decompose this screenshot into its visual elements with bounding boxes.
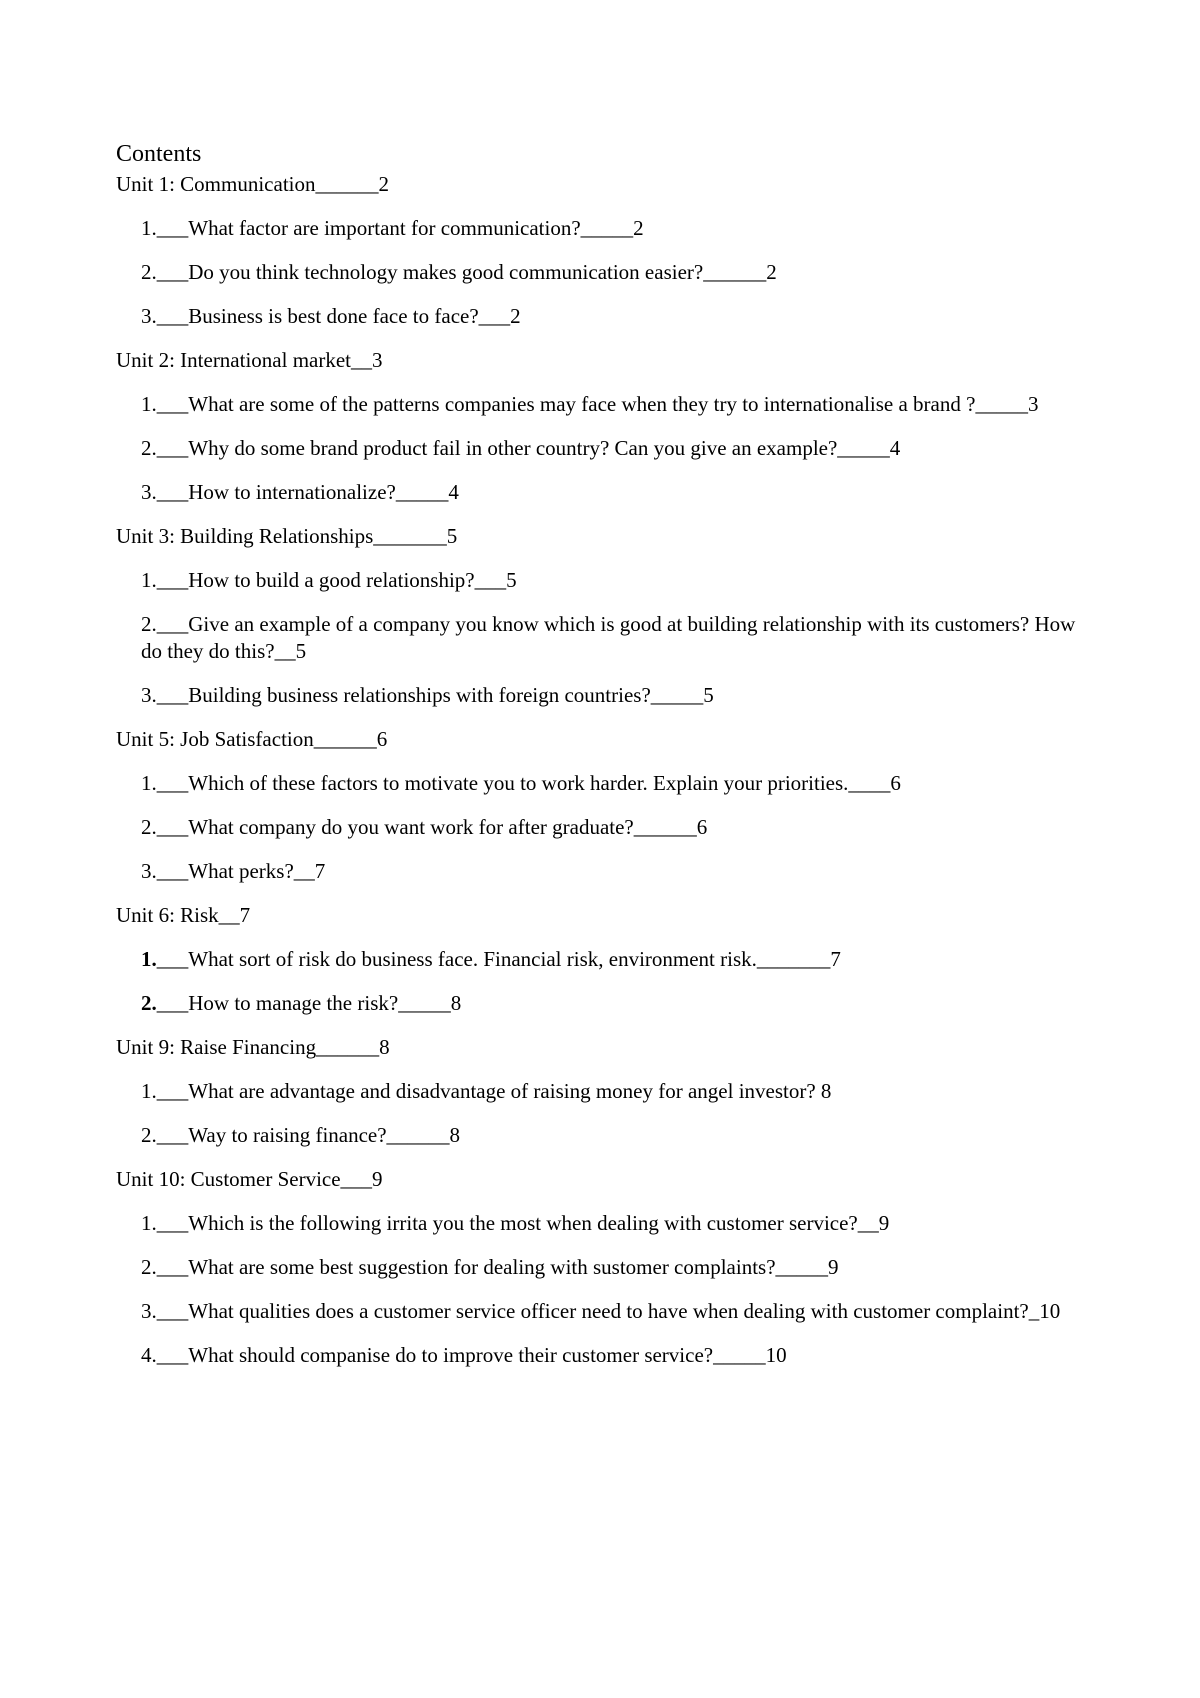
toc-question-number: 1. xyxy=(141,947,157,971)
toc-question-entry[interactable] xyxy=(141,990,1076,1017)
toc-question-entry[interactable] xyxy=(141,1254,1076,1281)
toc-question-number: 2. xyxy=(141,612,157,636)
toc-question-text: ___What qualities does a customer service officer need to have when dealing with customer complaint?_10 xyxy=(156,1299,1061,1323)
toc-unit-entry[interactable]: Unit 9: Raise Financing______8 xyxy=(116,1035,390,1059)
toc-question-text: ___Building business relationships with foreign countries?_____5 xyxy=(156,683,714,707)
toc-question-text: ___What factor are important for communication?_____2 xyxy=(156,216,644,240)
toc-question-entry[interactable] xyxy=(141,611,1076,665)
table-of-contents xyxy=(116,140,1076,1386)
toc-question-entry[interactable] xyxy=(141,1210,1076,1237)
toc-question-number: 4. xyxy=(141,1343,157,1367)
toc-question-entry[interactable] xyxy=(141,1122,1076,1149)
toc-question-number: 3. xyxy=(141,480,157,504)
toc-question-entry[interactable] xyxy=(141,1342,1076,1369)
toc-question-number: 3. xyxy=(141,1299,157,1323)
toc-unit-entry[interactable]: Unit 5: Job Satisfaction______6 xyxy=(116,727,388,751)
toc-question-number: 2. xyxy=(141,436,157,460)
toc-question-number: 1. xyxy=(141,568,157,592)
toc-question-number: 3. xyxy=(141,859,157,883)
toc-question-text: ___How to manage the risk?_____8 xyxy=(156,991,462,1015)
toc-question-entry[interactable] xyxy=(141,391,1076,418)
toc-question-text: ___What perks?__7 xyxy=(156,859,326,883)
toc-question-entry[interactable] xyxy=(141,215,1076,242)
toc-question-number: 1. xyxy=(141,1079,157,1103)
toc-question-text: ___What sort of risk do business face. Financial risk, environment risk._______7 xyxy=(156,947,841,971)
toc-question-number: 1. xyxy=(141,1211,157,1235)
toc-question-text: ___Which is the following irrita you the most when dealing with customer service?__9 xyxy=(156,1211,890,1235)
toc-question-entry[interactable] xyxy=(141,1298,1076,1325)
toc-question-text: ___What are some best suggestion for dealing with sustomer complaints?_____9 xyxy=(156,1255,839,1279)
toc-question-text: ___What are some of the patterns companies may face when they try to internationalise a brand ?_____3 xyxy=(156,392,1039,416)
toc-question-entry[interactable] xyxy=(141,1078,1076,1105)
toc-question-entry[interactable] xyxy=(141,479,1076,506)
toc-heading: Contents xyxy=(116,141,202,167)
toc-question-entry[interactable] xyxy=(141,814,1076,841)
toc-question-number: 2. xyxy=(141,260,157,284)
toc-question-text: ___Business is best done face to face?___2 xyxy=(156,304,521,328)
toc-unit-entry[interactable]: Unit 2: International market__3 xyxy=(116,348,383,372)
toc-question-number: 3. xyxy=(141,304,157,328)
toc-question-text: ___Way to raising finance?______8 xyxy=(156,1123,461,1147)
toc-question-entry[interactable] xyxy=(141,303,1076,330)
toc-question-text: ___Which of these factors to motivate you to work harder. Explain your priorities.____6 xyxy=(156,771,901,795)
toc-question-number: 2. xyxy=(141,1255,157,1279)
toc-question-number: 2. xyxy=(141,1123,157,1147)
toc-question-number: 1. xyxy=(141,392,157,416)
toc-question-entry[interactable] xyxy=(141,858,1076,885)
toc-unit-entry[interactable]: Unit 1: Communication______2 xyxy=(116,172,389,196)
toc-question-entry[interactable] xyxy=(141,259,1076,286)
toc-question-entry[interactable] xyxy=(141,682,1076,709)
toc-unit-entry[interactable]: Unit 10: Customer Service___9 xyxy=(116,1167,383,1191)
toc-question-number: 3. xyxy=(141,683,157,707)
toc-question-text: ___Why do some brand product fail in other country? Can you give an example?_____4 xyxy=(156,436,901,460)
toc-question-text: ___What should companise do to improve their customer service?_____10 xyxy=(156,1343,787,1367)
toc-question-text: ___Do you think technology makes good communication easier?______2 xyxy=(156,260,777,284)
toc-unit-entry[interactable]: Unit 6: Risk__7 xyxy=(116,903,251,927)
toc-question-number: 1. xyxy=(141,771,157,795)
toc-question-text: ___What are advantage and disadvantage of raising money for angel investor? 8 xyxy=(156,1079,832,1103)
toc-question-text: ___How to internationalize?_____4 xyxy=(156,480,459,504)
toc-list xyxy=(116,171,1076,1369)
toc-question-number: 2. xyxy=(141,991,157,1015)
toc-question-entry[interactable] xyxy=(141,567,1076,594)
toc-question-entry[interactable] xyxy=(141,435,1076,462)
toc-question-entry[interactable] xyxy=(141,946,1076,973)
toc-question-text: ___How to build a good relationship?___5 xyxy=(156,568,517,592)
toc-question-number: 2. xyxy=(141,815,157,839)
toc-question-text: ___Give an example of a company you know which is good at building relationship with its customers? How do they do this?__5 xyxy=(141,612,1076,663)
toc-question-text: ___What company do you want work for after graduate?______6 xyxy=(156,815,708,839)
toc-question-number: 1. xyxy=(141,216,157,240)
toc-unit-entry[interactable]: Unit 3: Building Relationships_______5 xyxy=(116,524,458,548)
toc-question-entry[interactable] xyxy=(141,770,1076,797)
